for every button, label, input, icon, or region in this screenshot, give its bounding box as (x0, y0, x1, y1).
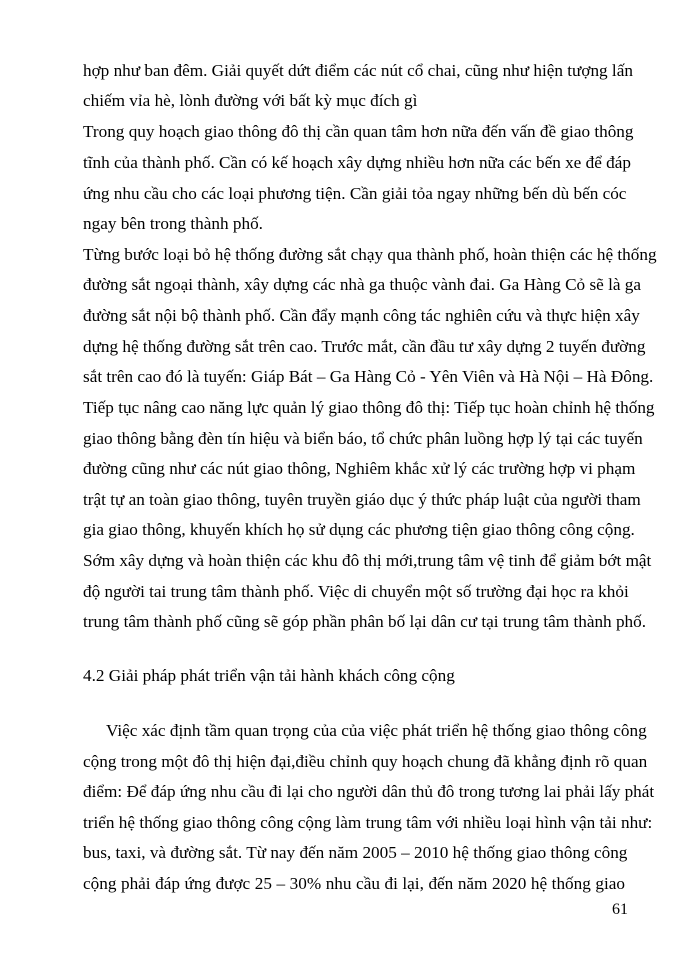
paragraph-line: đường sắt ngoại thành, xây dựng các nhà ga thuộc vành đai. Ga Hàng Cỏ sẽ là ga (83, 275, 641, 294)
paragraph-line: cộng trong một đô thị hiện đại,điều chỉnh quy hoạch chung đã khẳng định rõ quan (83, 752, 648, 771)
paragraph-line: Sớm xây dựng và hoàn thiện các khu đô thị mới,trung tâm vệ tinh để giảm bớt mật (83, 551, 652, 570)
section-heading: 4.2 Giải pháp phát triển vận tải hành khách công cộng (83, 666, 455, 685)
paragraph-line: dựng hệ thống đường sắt trên cao. Trước mắt, cần đầu tư xây dựng 2 tuyến đường (83, 337, 646, 356)
paragraph-line: đường cũng như các nút giao thông, Nghiêm khắc xử lý các trường hợp vi phạm (83, 459, 636, 478)
paragraph-line: trật tự an toàn giao thông, tuyên truyền giáo dục ý thức pháp luật của người tham (83, 490, 641, 509)
paragraph-line: Từng bước loại bỏ hệ thống đường sắt chạy qua thành phố, hoàn thiện các hệ thống (83, 245, 657, 264)
paragraph-line: cộng phải đáp ứng được 25 – 30% nhu cầu đi lại, đến năm 2020 hệ thống giao (83, 874, 625, 893)
paragraph-line: Trong quy hoạch giao thông đô thị cần quan tâm hơn nữa đến vấn đề giao thông (83, 122, 634, 141)
paragraph-line: ngay bên trong thành phố. (83, 214, 263, 233)
paragraph-line: ứng nhu cầu cho các loại phương tiện. Cần giải tỏa ngay những bến dù bến cóc (83, 184, 627, 203)
paragraph-line: trung tâm thành phố cũng sẽ góp phần phân bố lại dân cư tại trung tâm thành phố. (83, 612, 647, 631)
paragraph-line: đường sắt nội bộ thành phố. Cần đẩy mạnh công tác nghiên cứu và thực hiện xây (83, 306, 640, 325)
paragraph-line: tĩnh của thành phố. Cần có kế hoạch xây dựng nhiều hơn nữa các bến xe để đáp (83, 153, 631, 172)
paragraph-line: điểm: Để đáp ứng nhu cầu đi lại cho người dân thủ đô trong tương lai phải lấy phát (83, 782, 655, 801)
page-number: 61 (612, 901, 628, 918)
paragraph-line: triển hệ thống giao thông công cộng làm trung tâm với nhiều loại hình vận tải như: (83, 813, 653, 832)
paragraph-line: Tiếp tục nâng cao năng lực quản lý giao thông đô thị: Tiếp tục hoàn chỉnh hệ thống (83, 398, 655, 417)
paragraph-line: giao thông bằng đèn tín hiệu và biển báo, tổ chức phân luồng hợp lý tại các tuyến (83, 429, 643, 448)
paragraph-line: độ người tai trung tâm thành phố. Việc di chuyển một số trường đại học ra khỏi (83, 582, 629, 601)
paragraph-line: bus, taxi, và đường sắt. Từ nay đến năm 2005 – 2010 hệ thống giao thông công (83, 843, 628, 862)
paragraph-line: sắt trên cao đó là tuyến: Giáp Bát – Ga Hàng Cỏ - Yên Viên và Hà Nội – Hà Đông. (83, 367, 654, 386)
paragraph-line: Việc xác định tầm quan trọng của của việc phát triển hệ thống giao thông công (106, 721, 647, 740)
paragraph-line: hợp như ban đêm. Giải quyết dứt điểm các nút cổ chai, cũng như hiện tượng lấn (83, 61, 633, 80)
paragraph-line: gia giao thông, khuyến khích họ sử dụng các phương tiện giao thông công cộng. (83, 520, 635, 539)
paragraph-line: chiếm vỉa hè, lònh đường với bất kỳ mục đích gì (83, 91, 418, 110)
